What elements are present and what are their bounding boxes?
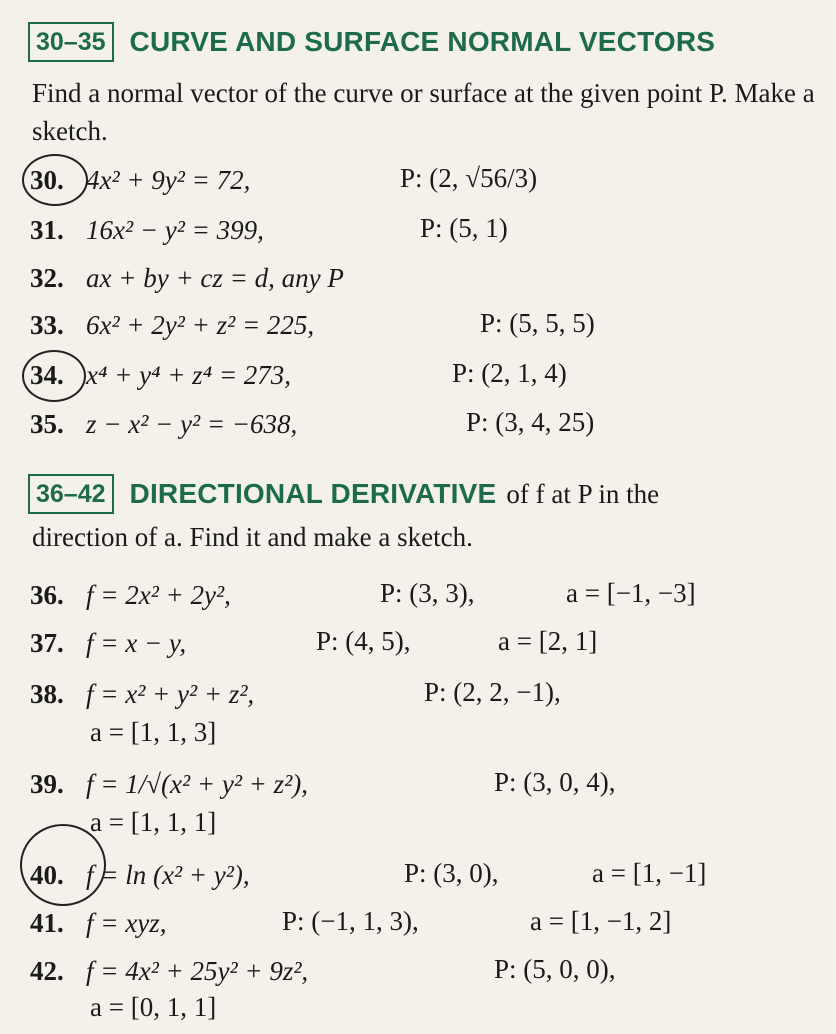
problem-41 [30, 906, 166, 940]
problem-42 [30, 954, 308, 988]
problem-equation: f = ln (x² + y²), [86, 860, 250, 890]
section-tag: 36–42 [28, 474, 114, 514]
problem-point: P: (4, 5), [316, 626, 411, 656]
problem-40 [30, 858, 250, 892]
problem-35 [30, 407, 297, 441]
problem-point: P: (2, √56/3) [400, 163, 538, 193]
problem-direction: a = [1, −1, 2] [530, 906, 672, 936]
problem-point: P: (2, 1, 4) [452, 358, 567, 388]
problem-36 [30, 578, 231, 612]
problem-number: 35. [30, 409, 64, 439]
section-title: DIRECTIONAL DERIVATIVE [129, 478, 497, 509]
problem-point: P: (5, 5, 5) [480, 308, 595, 338]
problem-number: 40. [30, 860, 64, 890]
problem-point: P: (5, 1) [420, 213, 508, 243]
problem-equation: 6x² + 2y² + z² = 225, [86, 310, 315, 340]
problem-number: 32. [30, 263, 64, 293]
problem-direction: a = [0, 1, 1] [90, 992, 217, 1022]
problem-number: 30. [30, 165, 64, 195]
section-title: CURVE AND SURFACE NORMAL VECTORS [129, 26, 716, 57]
problem-equation: 4x² + 9y² = 72, [86, 165, 251, 195]
problem-number: 41. [30, 908, 64, 938]
problem-number: 31. [30, 215, 64, 245]
problem-direction: a = [−1, −3] [566, 578, 696, 608]
section-title-continuation: of f at P in the [506, 478, 660, 509]
problem-number: 38. [30, 679, 64, 709]
problem-point: P: (3, 0), [404, 858, 499, 888]
problem-direction: a = [1, 1, 3] [90, 717, 217, 747]
problem-number: 37. [30, 628, 64, 658]
problem-31 [30, 213, 264, 247]
problem-point: P: (3, 3), [380, 578, 475, 608]
problem-point: P: (2, 2, −1), [424, 677, 561, 707]
problem-equation: f = 2x² + 2y², [86, 580, 231, 610]
section-header-normal-vectors [28, 22, 715, 62]
problem-number: 36. [30, 580, 64, 610]
problem-equation: f = x² + y² + z², [86, 679, 255, 709]
problem-equation: f = 1/√(x² + y² + z²), [86, 769, 308, 799]
section-instructions: direction of a. Find it and make a sketch. [32, 522, 473, 552]
problem-number: 33. [30, 310, 64, 340]
problem-number: 42. [30, 956, 64, 986]
section-instructions: Find a normal vector of the curve or surface at the given point P. Make a sketch. [32, 78, 815, 146]
problem-32 [30, 261, 344, 295]
problem-equation: 16x² − y² = 399, [86, 215, 264, 245]
section-header-directional-derivative [28, 474, 659, 514]
problem-39 [30, 767, 308, 801]
problem-equation: ax + by + cz = d, any P [86, 263, 344, 293]
problem-37 [30, 626, 186, 660]
problem-number: 34. [30, 360, 64, 390]
problem-34 [30, 358, 291, 392]
problem-point: P: (5, 0, 0), [494, 954, 616, 984]
problem-equation: z − x² − y² = −638, [86, 409, 298, 439]
problem-30 [30, 163, 250, 197]
problem-direction: a = [1, 1, 1] [90, 807, 217, 837]
problem-direction: a = [1, −1] [592, 858, 707, 888]
problem-point: P: (3, 4, 25) [466, 407, 595, 437]
section-tag: 30–35 [28, 22, 114, 62]
problem-33 [30, 308, 314, 342]
problem-38 [30, 677, 254, 711]
problem-number: 39. [30, 769, 64, 799]
problem-equation: f = xyz, [86, 908, 167, 938]
problem-equation: x⁴ + y⁴ + z⁴ = 273, [86, 360, 292, 390]
problem-equation: f = x − y, [86, 628, 187, 658]
problem-point: P: (3, 0, 4), [494, 767, 616, 797]
problem-point: P: (−1, 1, 3), [282, 906, 419, 936]
problem-equation: f = 4x² + 25y² + 9z², [86, 956, 309, 986]
problem-direction: a = [2, 1] [498, 626, 598, 656]
